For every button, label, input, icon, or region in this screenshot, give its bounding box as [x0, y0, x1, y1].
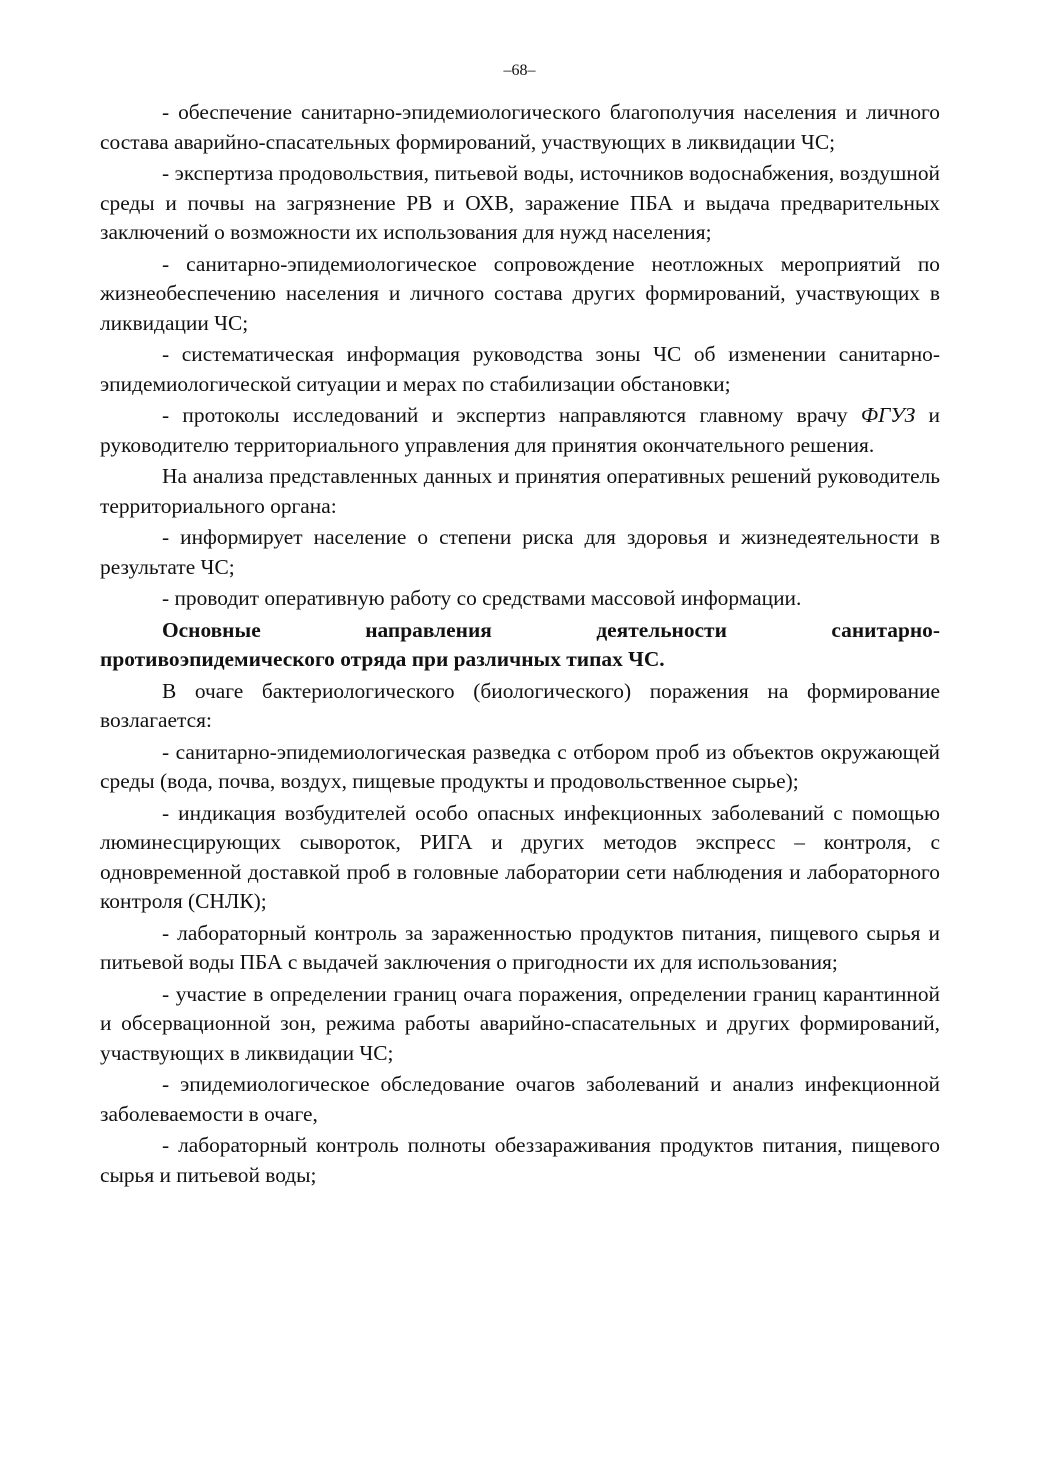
paragraph-information: - систематическая информация руководства зоны ЧС об изменении санитарно-эпидемиологической ситуации и мерах по стабилизации обстановки;	[100, 342, 940, 396]
paragraph-media-work: - проводит оперативную работу со средствами массовой информации.	[162, 586, 802, 610]
paragraph-expertise: - экспертиза продовольствия, питьевой воды, источников водоснабжения, воздушной среды и почвы на загрязнение РВ и ОХВ, заражение ПБА и выдача предварительных заключений о возможности их использования для нужд населения;	[100, 161, 940, 244]
paragraph-protocols	[100, 401, 940, 460]
paragraph-analysis: На анализа представленных данных и принятия оперативных решений руководитель территориального органа:	[100, 464, 940, 518]
section-heading-line2: противоэпидемического отряда при различных типах ЧС.	[100, 647, 665, 671]
paragraph-lab-control: - лабораторный контроль за зараженностью продуктов питания, пищевого сырья и питьевой воды ПБА с выдачей заключения о пригодности их для использования;	[100, 920, 940, 974]
paragraph-epidemiological-survey: - эпидемиологическое обследование очагов заболеваний и анализ инфекционной заболеваемости в очаге,	[100, 1072, 940, 1126]
protocols-abbreviation: ФГУЗ	[860, 403, 916, 427]
section-heading	[100, 616, 940, 675]
paragraph-sanitary-wellbeing: - обеспечение санитарно-эпидемиологического благополучия населения и личного состава аварийно-спасательных формирований, участвующих в ликвидации ЧС;	[100, 100, 940, 154]
page-number: –68–	[503, 62, 536, 79]
paragraph-reconnaissance: - санитарно-эпидемиологическая разведка с отбором проб из объектов окружающей среды (вода, почва, воздух, пищевые продукты и продовольственное сырье);	[100, 739, 940, 793]
section-heading-line1: Основные направления деятельности санитарно-	[162, 617, 940, 642]
paragraph-indication: - индикация возбудителей особо опасных инфекционных заболеваний с помощью люминесцирующих сывороток, РИГА и других методов экспресс – контроля, с одновременной доставкой проб в головные лаборатории сети наблюдения и лабораторного контроля (СНЛК);	[100, 800, 940, 913]
protocols-text-before: - протоколы исследований и экспертиз направляются главному врачу	[162, 403, 861, 427]
paragraph-disinfection-control: - лабораторный контроль полноты обеззараживания продуктов питания, пищевого сырья и питьевой воды;	[100, 1133, 940, 1187]
paragraph-boundaries: - участие в определении границ очага поражения, определении границ карантинной и обсервационной зон, режима работы аварийно-спасательных и других формирований, участвующих в ликвидации ЧС;	[100, 981, 940, 1065]
paragraph-support: - санитарно-эпидемиологическое сопровождение неотложных мероприятий по жизнеобеспечению населения и личного состава других формирований, участвующих в ликвидации ЧС;	[100, 251, 940, 335]
page-body	[100, 98, 940, 1192]
paragraph-bacteriological-focus: В очаге бактериологического (биологического) поражения на формирование возлагается:	[100, 678, 940, 732]
protocols-text-after: и руководителю территориального управления для принятия окончательного решения.	[100, 403, 941, 457]
paragraph-informs-population: - информирует население о степени риска для здоровья и жизнедеятельности в результате ЧС;	[100, 525, 940, 579]
